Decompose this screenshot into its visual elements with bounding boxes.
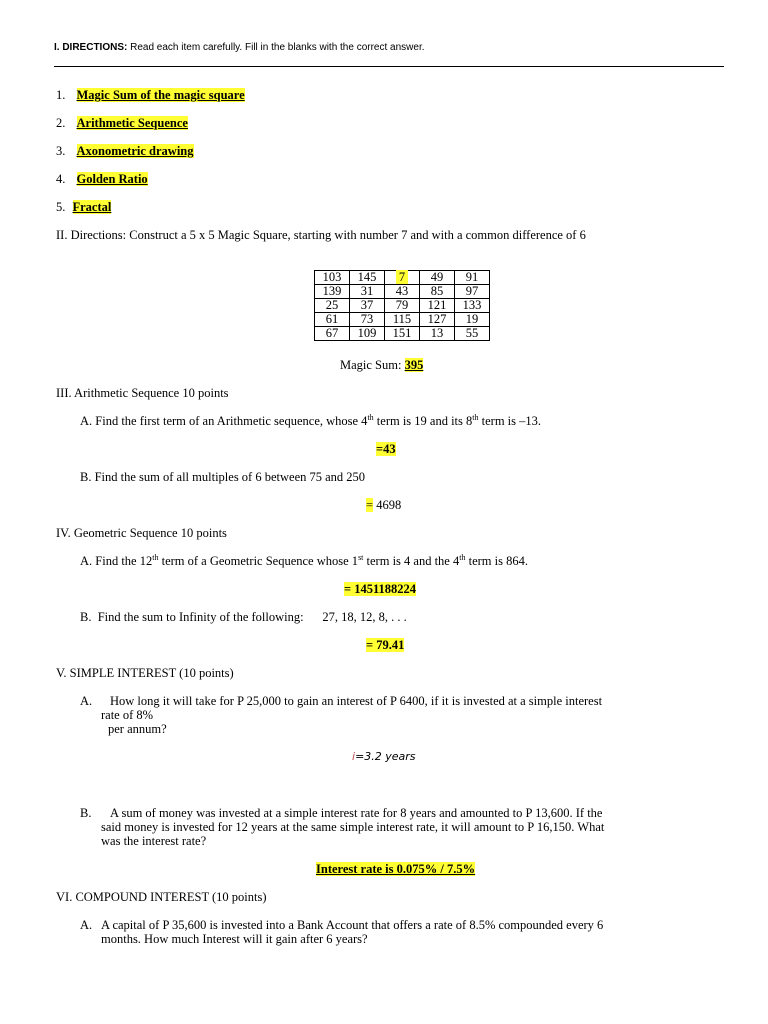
table-cell: 73 [350, 313, 385, 327]
part5-question-b-line1: A sum of money was invested at a simple interest rate for 8 years and amounted to P 13,600. If the [110, 806, 603, 820]
table-cell: 25 [315, 299, 350, 313]
part5-heading: V. SIMPLE INTEREST (10 points) [56, 666, 234, 680]
answer-text: = 1451188224 [344, 582, 417, 596]
item-number: 4. [56, 172, 66, 186]
part5-question-b-line2: said money is invested for 12 years at the same simple interest rate, it will amount to P 16,150. What [101, 820, 605, 834]
answer-text: Magic Sum of the magic square [76, 88, 245, 102]
superscript: st [358, 552, 364, 562]
part4-question-b: B. Find the sum to Infinity of the following: 27, 18, 12, 8, . . . [80, 610, 407, 624]
list-item [56, 88, 245, 103]
table-cell: 133 [455, 299, 490, 313]
table-cell: 145 [350, 271, 385, 285]
answer-text: = 79.41 [366, 638, 405, 652]
table-row [315, 271, 490, 285]
table-cell: 67 [315, 327, 350, 341]
table-cell: 139 [315, 285, 350, 299]
magic-sum-line [340, 358, 423, 373]
answer-text: Fractal [72, 200, 112, 214]
highlighted-start-number: 7 [396, 270, 408, 284]
table-cell: 151 [385, 327, 420, 341]
part5-answer-a [352, 750, 416, 763]
header-divider [54, 66, 724, 67]
table-cell: 43 [385, 285, 420, 299]
table-cell: 13 [420, 327, 455, 341]
table-cell: 91 [455, 271, 490, 285]
question-text: term is 19 and its 8 [373, 414, 473, 428]
table-cell: 103 [315, 271, 350, 285]
part4-answer-b [366, 638, 404, 653]
directions-header [54, 42, 425, 53]
part6-question-a-line2: months. How much Interest will it gain after 6 years? [101, 932, 368, 946]
table-cell: 49 [420, 271, 455, 285]
part3-answer-a [376, 442, 396, 457]
table-cell: 109 [350, 327, 385, 341]
list-item [56, 200, 111, 215]
part2-directions: II. Directions: Construct a 5 x 5 Magic Square, starting with number 7 and with a common difference of 6 [56, 228, 586, 242]
part5-question-b-label: B. [80, 806, 92, 820]
directions-text: Read each item carefully. Fill in the blanks with the correct answer. [130, 42, 425, 53]
part5-question-b-line3: was the interest rate? [101, 834, 207, 848]
table-row [315, 299, 490, 313]
item-number: 5. [56, 200, 66, 214]
table-cell: 127 [420, 313, 455, 327]
part5-question-a-label: A. [80, 694, 93, 708]
directions-label: I. DIRECTIONS: [54, 42, 128, 53]
superscript: th [472, 412, 479, 422]
table-cell: 85 [420, 285, 455, 299]
answer-text: Golden Ratio [76, 172, 148, 186]
question-text: term is –13. [478, 414, 542, 428]
part4-heading: IV. Geometric Sequence 10 points [56, 526, 227, 540]
question-text: term is 4 and the 4 [363, 554, 460, 568]
table-cell: 31 [350, 285, 385, 299]
table-cell: 97 [455, 285, 490, 299]
answer-variable: i [352, 750, 356, 763]
item-number: 3. [56, 144, 66, 158]
list-item [56, 172, 148, 187]
part3-answer-b [366, 498, 401, 513]
magic-sum-label: Magic Sum: [340, 358, 402, 372]
table-cell: 19 [455, 313, 490, 327]
part5-answer-b [316, 862, 475, 877]
answer-text: =3.2 years [355, 750, 416, 763]
table-row [315, 285, 490, 299]
superscript: th [152, 552, 159, 562]
list-item [56, 116, 188, 131]
answer-equals: = [366, 498, 374, 512]
table-cell [385, 271, 420, 285]
part3-question-b: B. Find the sum of all multiples of 6 between 75 and 250 [80, 470, 366, 484]
answer-text: 4698 [373, 498, 402, 512]
part5-question-a-line2: rate of 8% [101, 708, 154, 722]
table-cell: 115 [385, 313, 420, 327]
magic-square-table [314, 270, 490, 341]
question-text: A. Find the 12 [80, 554, 153, 568]
part5-question-a-line3: per annum? [108, 722, 167, 736]
magic-sum-value: 395 [404, 358, 424, 372]
part3-heading: III. Arithmetic Sequence 10 points [56, 386, 229, 400]
answer-text: Axonometric drawing [76, 144, 194, 158]
table-cell: 37 [350, 299, 385, 313]
superscript: th [367, 412, 374, 422]
table-row [315, 313, 490, 327]
part6-heading: VI. COMPOUND INTEREST (10 points) [56, 890, 267, 904]
part4-question-a [80, 554, 528, 569]
table-cell: 61 [315, 313, 350, 327]
item-number: 1. [56, 88, 66, 102]
table-cell: 79 [385, 299, 420, 313]
answer-text: Interest rate is 0.075% / 7.5% [316, 862, 476, 876]
list-item [56, 144, 194, 159]
question-text: term is 864. [465, 554, 528, 568]
part6-question-a-line1: A capital of P 35,600 is invested into a Bank Account that offers a rate of 8.5% compounded every 6 [101, 918, 604, 932]
item-number: 2. [56, 116, 66, 130]
table-cell: 55 [455, 327, 490, 341]
question-text: A. Find the first term of an Arithmetic sequence, whose 4 [80, 414, 368, 428]
answer-text: Arithmetic Sequence [76, 116, 188, 130]
table-cell: 121 [420, 299, 455, 313]
table-row [315, 327, 490, 341]
answer-text: =43 [376, 442, 396, 456]
part6-question-a-label: A. [80, 918, 93, 932]
part5-question-a-line1: How long it will take for P 25,000 to gain an interest of P 6400, if it is invested at a simple interest [110, 694, 603, 708]
part4-answer-a [344, 582, 416, 597]
question-text: term of a Geometric Sequence whose 1 [158, 554, 359, 568]
superscript: th [459, 552, 466, 562]
part3-question-a [80, 414, 541, 429]
